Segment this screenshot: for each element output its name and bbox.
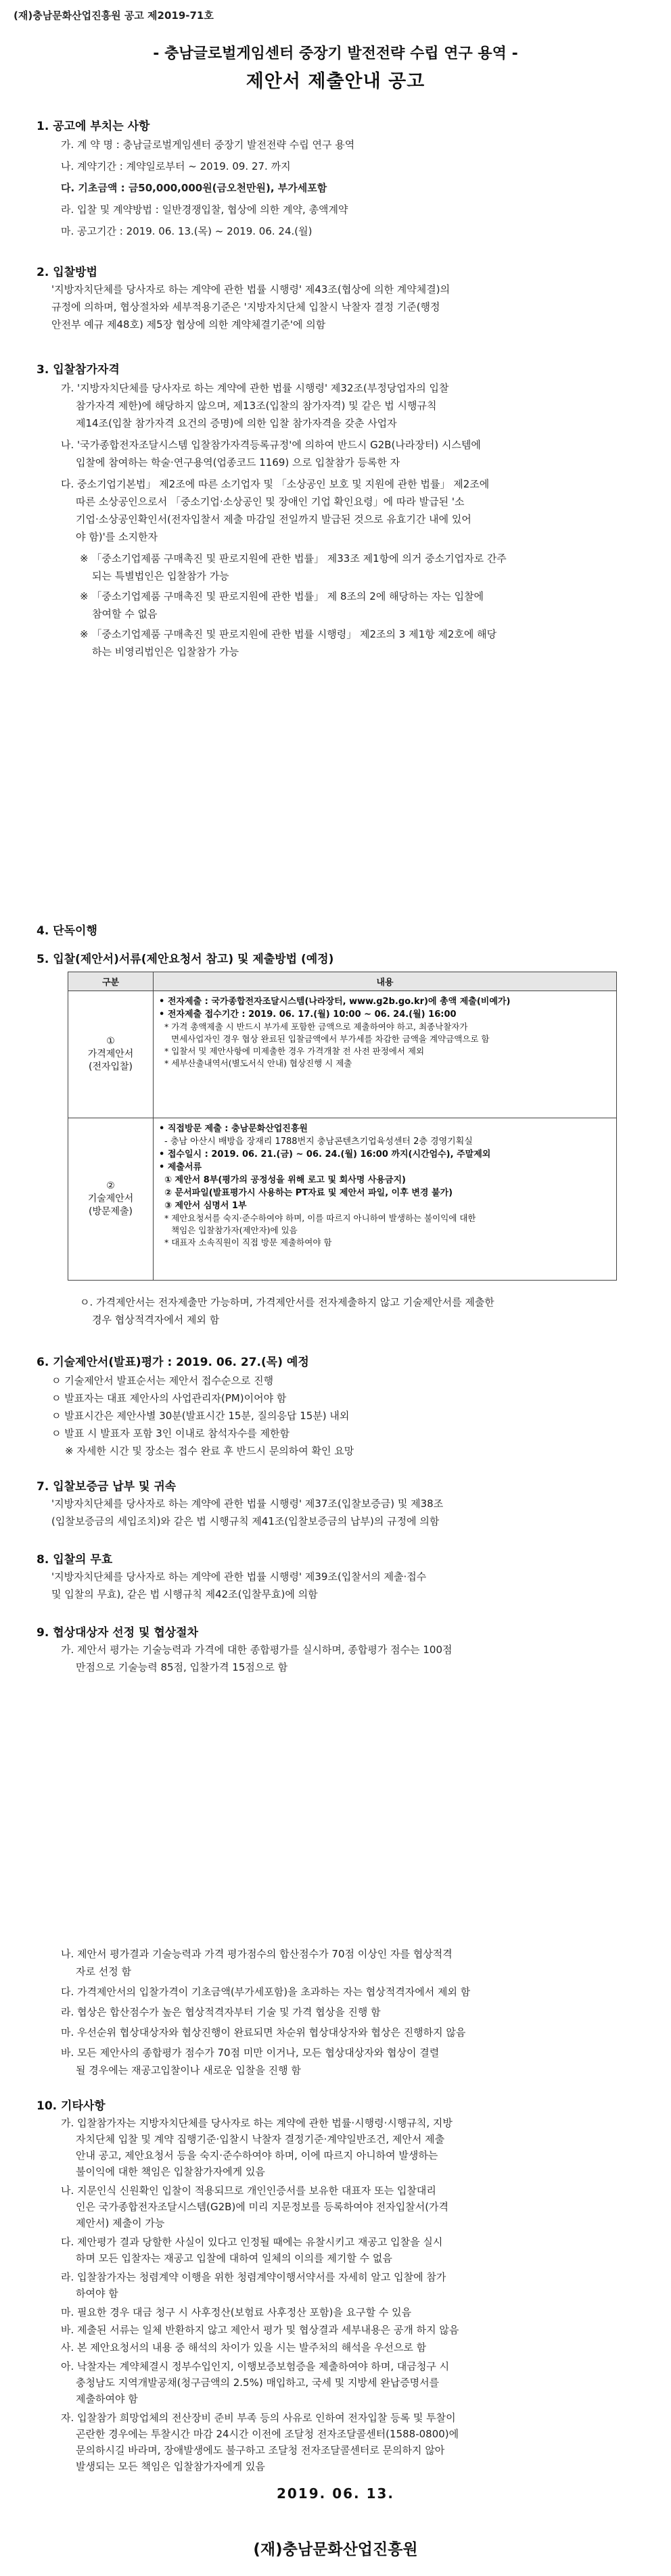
content-line: • 전자제출 : 국가종합전자조달시스템(나라장터, www.g2b.go.kr)에 총액 제출(비예가) [159, 997, 511, 1007]
s1-item: 나. 계약기간 : 계약일로부터 ~ 2019. 09. 27. 까지 [61, 160, 291, 172]
s3-note: 참여할 수 없음 [92, 608, 158, 620]
s10-line: 자치단체 입찰 및 계약 집행기준·입찰시 낙찰자 결정기준·계약일반조건, 제안서 제출 [76, 2133, 445, 2145]
row-type-price: ① 가격제안서 (전자입찰) [68, 991, 154, 1118]
table-row [68, 991, 617, 1118]
content-line: • 전자제출 접수기간 : 2019. 06. 17.(월) 10:00 ~ 06. 24.(월) 16:00 [159, 1009, 457, 1020]
section-2-heading: 2. 입찰방법 [37, 266, 97, 279]
section-5-heading: 5. 입찰(제안서)서류(제안요청서 참고) 및 제출방법 (예정) [37, 953, 334, 966]
section-3-heading: 3. 입찰참가자격 [37, 363, 120, 377]
table-row [68, 1118, 617, 1281]
column-header: 구분 [68, 972, 154, 991]
s9-line: 바. 모든 제안사의 종합평가 점수가 70점 미만 이거나, 모든 협상대상자와 협상이 결렬 [61, 2047, 440, 2059]
s6-line: ㅇ 기술제안서 발표순서는 제안서 접수순으로 진행 [51, 1375, 274, 1387]
s2-line: '지방자치단체를 당사자로 하는 계약에 관한 법률 시행령' 제43조(협상에 의한 계약체결)의 [51, 283, 450, 295]
section-9-heading: 9. 협상대상자 선정 및 협상절차 [37, 1626, 199, 1640]
s3-line: 기업·소상공인확인서(전자입찰서 제출 마감일 전일까지 발급된 것으로 유효기간 내에 있어 [76, 513, 471, 525]
content-note: 면세사업자인 경우 협상 완료된 입찰금액에서 부가세를 차감한 금액을 계약금액으로 함 [171, 1034, 490, 1044]
section-10-heading: 10. 기타사항 [37, 2099, 106, 2113]
s3-line: 야 함)'를 소지한자 [76, 531, 158, 543]
section-1-heading: 1. 공고에 부치는 사항 [37, 120, 150, 133]
s3-line: 제14조(입찰 참가자격 요건의 증명)에 의한 입찰 참가자격을 갖춘 사업자 [76, 417, 397, 429]
s3-line: 참가자격 제한)에 해당하지 않으며, 제13조(입찰의 참가자격) 및 같은 법 시행규칙 [76, 400, 437, 412]
content-note: * 가격 총액제출 시 반드시 부가세 포함한 금액으로 제출하여야 하고, 최종낙찰자가 [164, 1022, 468, 1032]
s3-note: 되는 특별법인은 입찰참가 가능 [92, 570, 229, 582]
s10-line: 안내 공고, 제안요청서 등을 숙지·준수하여야 하며, 이에 따르지 아니하여 발생하는 [76, 2149, 438, 2162]
s9-line: 자로 선정 함 [76, 1965, 131, 1978]
s3-line: 나. '국가종합전자조달시스템 입찰참가자격등록규정'에 의하여 반드시 G2B(나라장터) 시스템에 [61, 439, 481, 451]
notice-date: 2019. 06. 13. [276, 2485, 395, 2502]
section-4-heading: 4. 단독이행 [37, 924, 97, 938]
content-note: * 세부산출내역서(별도서식 안내) 협상진행 시 제출 [164, 1058, 352, 1068]
s10-line: 마. 필요한 경우 대금 청구 시 사후정산(보험료 사후정산 포함)을 요구할 수 있음 [61, 2306, 412, 2318]
s10-line: 곤란한 경우에는 투찰시간 마감 24시간 이전에 조달청 전자조달콜센터(1588-0800)에 [76, 2428, 459, 2440]
issuing-organization: (재)충남문화산업진흥원 [253, 2541, 418, 2558]
s6-line: ㅇ 발표 시 발표자 포함 3인 이내로 참석자수를 제한함 [51, 1427, 290, 1439]
s9-line: 라. 협상은 합산점수가 높은 협상적격자부터 기술 및 가격 협상을 진행 함 [61, 2006, 381, 2018]
s9-line: 가. 제안서 평가는 기술능력과 가격에 대한 종합평가를 실시하며, 종합평가 점수는 100점 [61, 1644, 453, 1656]
s10-line: 사. 본 제안요청서의 내용 중 해석의 차이가 있을 시는 발주처의 해석을 우선으로 함 [61, 2341, 427, 2354]
section-6-heading: 6. 기술제안서(발표)평가 : 2019. 06. 27.(목) 예정 [37, 1356, 309, 1369]
row-content-technical [154, 1118, 617, 1281]
s9-line: 만점으로 기술능력 85점, 입찰가격 15점으로 함 [76, 1661, 288, 1673]
content-line: • 직접방문 제출 : 충남문화산업진흥원 [159, 1124, 308, 1134]
content-note: * 제안요청서를 숙지·준수하여야 하며, 이를 따르지 아니하여 발생하는 불이익에 대한 [164, 1213, 476, 1223]
s10-line: 하며 모든 입찰자는 재공고 입찰에 대하여 일체의 이의를 제기할 수 없음 [76, 2252, 392, 2264]
s10-line: 하여야 함 [76, 2287, 118, 2299]
s10-line: 제출하여야 함 [76, 2393, 138, 2405]
row-type-technical: ② 기술제안서 (방문제출) [68, 1118, 154, 1281]
s10-line: 자. 입찰참가 희망업체의 전산장비 준비 부족 등의 사유로 인하여 전자입찰 등록 및 투찰이 [61, 2412, 456, 2424]
content-line: - 충남 아산시 배방읍 장재리 1788번지 충남콘텐츠기업육성센터 2층 경영기획실 [164, 1137, 473, 1147]
s9-line: 다. 가격제안서의 입찰가격이 기초금액(부가세포함)을 초과하는 자는 협상적격자에서 제외 함 [61, 1986, 471, 1998]
content-line: ③ 제안서 심명서 1부 [164, 1201, 247, 1211]
content-note: 책임은 입찰참가자(제안자)에 있음 [171, 1225, 298, 1235]
s10-line: 바. 제출된 서류는 일체 반환하지 않고 제안서 평가 및 협상결과 세부내용은 공개 하지 않음 [61, 2324, 459, 2336]
s10-line: 발생되는 모든 책임은 입찰참가자에게 있음 [76, 2460, 265, 2473]
s10-line: 충청남도 지역개발공채(청구금액의 2.5%) 매입하고, 국세 및 지방세 완납증명서를 [76, 2377, 440, 2389]
content-line: • 접수일시 : 2019. 06. 21.(금) ~ 06. 24.(월) 16:00 까지(시간엄수), 주말제외 [159, 1149, 491, 1160]
s1-item: 라. 입찰 및 계약방법 : 일반경쟁입찰, 협상에 의한 계약, 총액계약 [61, 204, 348, 216]
column-header: 내용 [154, 972, 617, 991]
s10-line: 가. 입찰참가자는 지방자치단체를 당사자로 하는 계약에 관한 법률·시행령·시행규칙, 지방 [61, 2117, 453, 2129]
content-line: ① 제안서 8부(평가의 공정성을 위해 로고 및 회사명 사용금지) [164, 1175, 406, 1185]
s6-line: ㅇ 발표자는 대표 제안사의 사업관리자(PM)이어야 함 [51, 1392, 287, 1404]
s3-line: 가. '지방자치단체를 당사자로 하는 계약에 관한 법률 시행령' 제32조(부정당업자의 입찰 [61, 382, 449, 394]
section-7-heading: 7. 입찰보증금 납부 및 귀속 [37, 1480, 177, 1494]
s9-line: 될 경우에는 재공고입찰이나 새로운 입찰을 진행 함 [76, 2064, 301, 2076]
s1-item: 다. 기초금액 : 금50,000,000원(금오천만원), 부가세포함 [61, 182, 327, 194]
notice-number: (재)충남문화산업진흥원 공고 제2019-71호 [14, 9, 214, 22]
content-note: * 대표자 소속직원이 직접 방문 제출하여야 함 [164, 1237, 332, 1247]
s3-note: ※ 「중소기업제품 구매촉진 및 판로지원에 관한 법률」 제 8조의 2에 해당하는 자는 입찰에 [80, 590, 484, 602]
s2-line: 규정에 의하며, 협상절차와 세부적용기준은 '지방자치단체 입찰시 낙찰자 결정 기준(행정 [51, 301, 440, 313]
s5-note: ㅇ. 가격제안서는 전자제출만 가능하며, 가격제안서를 전자제출하지 않고 기술제안서를 제출한 [80, 1296, 494, 1308]
content-note: * 입찰서 및 제안사항에 미제출한 경우 가격개찰 전 사전 판정에서 제외 [164, 1046, 425, 1056]
s10-line: 인은 국가종합전자조달시스템(G2B)에 미리 지문정보를 등록하여야 전자입찰서(가격 [76, 2201, 449, 2213]
s6-line: ㅇ 발표시간은 제안사별 30분(발표시간 15분, 질의응답 15분) 내외 [51, 1410, 350, 1422]
s3-note: ※ 「중소기업제품 구매촉진 및 판로지원에 관한 법률 시행령」 제2조의 3 제1항 제2호에 해당 [80, 628, 497, 640]
section-8-heading: 8. 입찰의 무효 [37, 1553, 113, 1567]
s1-item: 가. 계 약 명 : 충남글로벌게임센터 중장기 발전전략 수립 연구 용역 [61, 139, 355, 151]
s8-line: '지방자치단체를 당사자로 하는 계약에 관한 법률 시행령' 제39조(입찰서의 제출·접수 [51, 1571, 427, 1583]
table-header-row [68, 972, 617, 991]
s10-line: 문의하시길 바라며, 장애발생에도 불구하고 조달청 전자조달콜센터로 문의하지 않아 [76, 2444, 445, 2456]
submission-table [68, 972, 617, 1281]
s10-line: 나. 지문인식 신원확인 입찰이 적용되므로 개인인증서를 보유한 대표자 또는 입찰대리 [61, 2185, 436, 2197]
content-line: ② 문서파일(발표평가시 사용하는 PT자료 및 제안서 파일, 이후 변경 불가) [164, 1188, 453, 1198]
s1-item: 마. 공고기간 : 2019. 06. 13.(목) ~ 2019. 06. 24.(월) [61, 225, 313, 237]
s3-note: 하는 비영리법인은 입찰참가 가능 [92, 646, 239, 658]
s2-line: 안전부 예규 제48호) 제5장 협상에 의한 계약체결기준'에 의함 [51, 318, 326, 331]
page-title: 제안서 제출안내 공고 [246, 71, 425, 92]
s10-line: 아. 낙찰자는 계약체결시 정부수입인지, 이행보증보험증을 제출하여야 하며, 대금청구 시 [61, 2360, 450, 2372]
s3-line: 다. 중소기업기본법」 제2조에 따른 소기업자 및 「소상공인 보호 및 지원에 관한 법률」 제2조에 [61, 478, 490, 490]
content-line: • 제출서류 [159, 1162, 202, 1172]
s9-line: 마. 우선순위 협상대상자와 협상진행이 완료되면 차순위 협상대상자와 협상은 진행하지 않음 [61, 2026, 466, 2038]
project-subtitle: - 충남글로벌게임센터 중장기 발전전략 수립 연구 용역 - [153, 45, 518, 62]
s6-line: ※ 자세한 시간 및 장소는 접수 완료 후 반드시 문의하여 확인 요망 [65, 1445, 354, 1457]
s5-note: 경우 협상적격자에서 제외 함 [92, 1314, 220, 1326]
s10-line: 다. 제안평가 결과 당할한 사실이 있다고 인정될 때에는 유찰시키고 재공고 입찰을 실시 [61, 2236, 443, 2248]
s3-line: 따른 소상공인으로서 「중소기업·소상공인 및 장애인 기업 확인요령」에 따라 발급된 '소 [76, 496, 465, 508]
s9-line: 나. 제안서 평가결과 기술능력과 가격 평가점수의 합산점수가 70점 이상인 자를 협상적격 [61, 1948, 453, 1960]
s10-line: 제안서) 제출이 가능 [76, 2217, 165, 2229]
s10-line: 라. 입찰참가자는 청렴계약 이행을 위한 청렴계약이행서약서를 자세히 알고 입찰에 참가 [61, 2271, 446, 2283]
s10-line: 불이익에 대한 책임은 입찰참가자에게 있음 [76, 2166, 265, 2178]
s7-line: (입찰보증금의 세입조치)와 같은 법 시행규칙 제41조(입찰보증금의 납부)의 규정에 의함 [51, 1515, 440, 1527]
s3-note: ※ 「중소기업제품 구매촉진 및 판로지원에 관한 법률」 제33조 제1항에 의거 중소기업자로 간주 [80, 552, 507, 565]
row-content-price [154, 991, 617, 1118]
s7-line: '지방자치단체를 당사자로 하는 계약에 관한 법률 시행령' 제37조(입찰보증금) 및 제38조 [51, 1498, 444, 1510]
s8-line: 및 입찰의 무효), 같은 법 시행규칙 제42조(입찰무효)에 의함 [51, 1588, 318, 1600]
s3-line: 입찰에 참여하는 학술·연구용역(업종코드 1169) 으로 입찰참가 등록한 자 [76, 456, 400, 469]
